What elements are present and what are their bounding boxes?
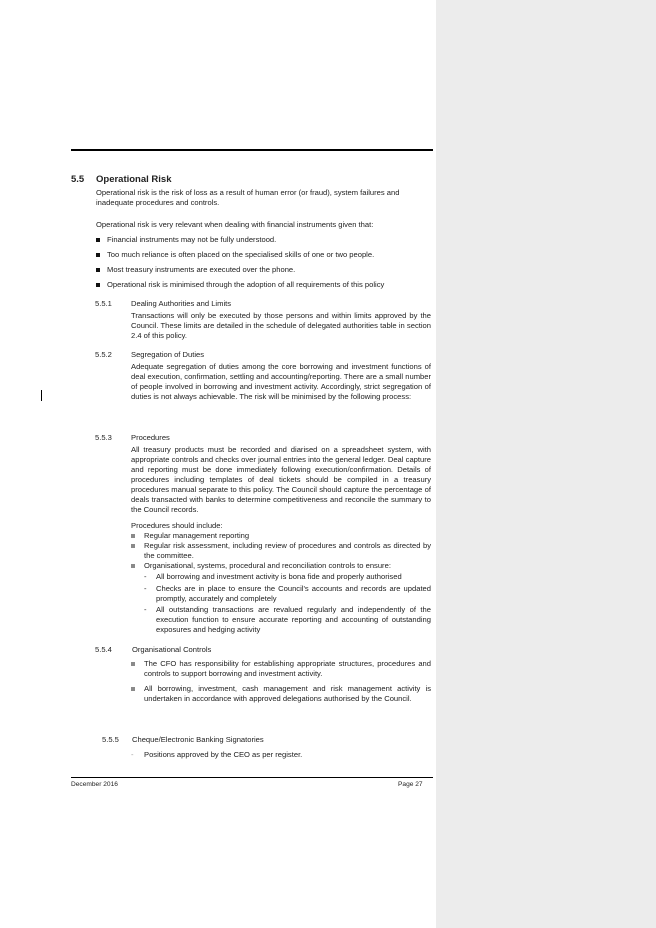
document-page: 5.5 Operational Risk Operational risk is the risk of loss as a result of human error (or fraud), system failures and inadequate procedures and controls. Operational risk is very relevant when dealing with financial instruments given that: Financial instruments may not be fully understood. Too much reliance is often placed on the specialised skills of one or two people. Most treasury instruments are executed over the phone. Operational risk is minimised through the adoption of all requirements of this policy 5.5.1 Dealing Authorities and Limits Transactions will only be executed by those persons and within limits approved by the Council. These limits are detailed in the schedule of delegated authorities table in section 2.4 of this policy. 5.5.2 Segregation of Duties Adequate segregation of duties among the core borrowing and investment functions of deal execution, confirmation, settling and accounting/reporting. There are a small number of people involved in borrowing and investment activity. Accordingly, strict segregation of duties is not always achievable. The risk will be minimised by the following process: 5.5.3 Procedures All treasury products must be recorded and diarised on a spreadsheet system, with appropriate controls and checks over journal entries into the general ledger. Deal capture and reporting must be done immediately following execution/confirmation. Details of procedures including templates of deal tickets should be compiled in a treasury procedures manual separate to this policy. The Council should capture the percentage of deals transacted with banks to determine competitiveness and reconcile the summary to the Council records. Procedures should include: Regular management reporting Regular risk assessment, including review of procedures and controls as directed by the committee. Organisational, systems, procedural and reconciliation controls to ensure: - All borrowing and investment activity is bona fide and properly authorised - Checks are in place to ensure the Council's accounts and records are updated promptly, accurately and completely - All outstanding transactions are revalued regularly and independently of the execution function to ensure accurate reporting and accounting of outstanding exposures and hedging activity 5.5.4 Organisational Controls The CFO has responsibility for establishing appropriate structures, procedures and controls to support borrowing and investment activity. All borrowing, investment, cash management and risk management activity is undertaken in accordance with approved delegations authorised by the Council. 5.5.5 Cheque/Electronic Banking Signatories - Positions approved by the CEO as per register. December 2016 Page 27 bbox=[0, 0, 436, 928]
subsection-5-5-2-body: Adequate segregation of duties among the core borrowing and investment functions of deal execution, confirmation, settling and accounting/reporting. There are a small number of people involved in borrowing and investment activity. Accordingly, strict segregation of duties is not always achievable. The risk will be minimised by the following process: bbox=[131, 362, 431, 401]
subsection-5-5-5-item: Positions approved by the CEO as per register. bbox=[144, 750, 303, 759]
bullet-square-icon bbox=[96, 238, 100, 242]
intro-paragraph-1: Operational risk is the risk of loss as a result of human error (or fraud), system failures and inadequate procedures and controls. bbox=[96, 188, 400, 207]
list-item: Organisational, systems, procedural and reconciliation controls to ensure: bbox=[131, 561, 431, 571]
section-heading: Operational Risk bbox=[96, 174, 172, 185]
bullet-square-icon bbox=[131, 687, 135, 691]
list-item: - All borrowing and investment activity is bona fide and properly authorised bbox=[144, 572, 402, 581]
list-item: All borrowing, investment, cash management and risk management activity is undertaken in accordance with approved delegations authorised by the Council. bbox=[131, 684, 431, 704]
dash-icon: - bbox=[144, 605, 147, 614]
section-number: 5.5 bbox=[71, 174, 85, 185]
section-title bbox=[71, 174, 172, 185]
dash-icon: - bbox=[144, 584, 147, 593]
subsection-5-5-1-body: Transactions will only be executed by those persons and within limits approved by the Council. These limits are detailed in the schedule of delegated authorities table in section 2.4 of this policy. bbox=[131, 311, 431, 340]
subsection-5-5-3-body: All treasury products must be recorded and diarised on a spreadsheet system, with appropriate controls and checks over journal entries into the general ledger. Deal capture and reporting must be done immediately following execution/confirmation. Details of procedures including templates of deal tickets should be compiled in a treasury procedures manual separate to this policy. The Council should capture the percentage of deals transacted with banks to determine competitiveness and reconcile the summary to the Council records. bbox=[131, 445, 431, 514]
footer-rule bbox=[71, 777, 433, 778]
bullet-square-icon bbox=[131, 564, 135, 568]
dash-icon: - bbox=[144, 572, 147, 581]
text-cursor bbox=[41, 390, 42, 401]
list-item: - Checks are in place to ensure the Council's accounts and records are updated promptly, accurately and completely bbox=[144, 584, 431, 603]
footer-date: December 2016 bbox=[71, 781, 118, 788]
footer-page-number: Page 27 bbox=[398, 781, 423, 788]
comment-pane bbox=[436, 0, 656, 928]
bullet-square-icon bbox=[131, 534, 135, 538]
header-rule bbox=[71, 149, 433, 151]
list-item: The CFO has responsibility for establishing appropriate structures, procedures and controls to support borrowing and investment activity. bbox=[131, 659, 431, 679]
intro-paragraph-2: Operational risk is very relevant when dealing with financial instruments given that: bbox=[96, 220, 374, 229]
dash-icon: - bbox=[131, 750, 134, 759]
bullet-square-icon bbox=[131, 662, 135, 666]
bullet-square-icon bbox=[131, 544, 135, 548]
list-item: - All outstanding transactions are revalued regularly and independently of the execution function to ensure accurate reporting and accounting of outstanding exposures and hedging activity bbox=[144, 605, 431, 634]
bullet-square-icon bbox=[96, 253, 100, 257]
bullet-square-icon bbox=[96, 283, 100, 287]
list-item: Regular management reporting bbox=[131, 531, 431, 541]
bullet-square-icon bbox=[96, 268, 100, 272]
procedures-include-label: Procedures should include: bbox=[131, 521, 223, 530]
list-item: Regular risk assessment, including review of procedures and controls as directed by the committee. bbox=[131, 541, 431, 561]
